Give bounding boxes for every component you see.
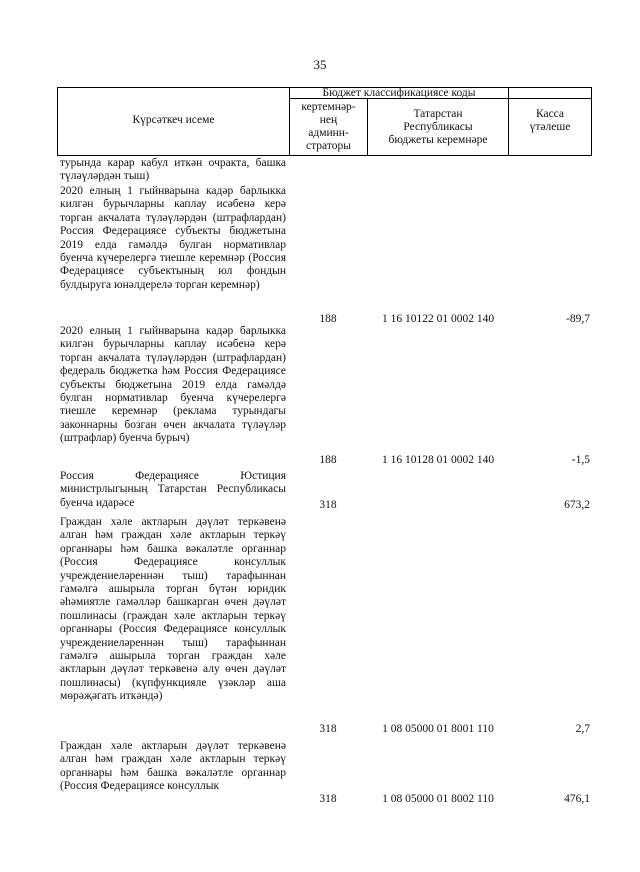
header-administrators: кертемнәр- нең админн- страторы — [301, 101, 356, 152]
table-row-admin: 188 — [319, 454, 337, 466]
header-line-bottom — [57, 155, 592, 156]
table-row-amount: 673,2 — [564, 499, 590, 511]
header-tatarstan-revenues: Татарстан Республикасы бюджеты керемнәре — [388, 108, 488, 146]
table-row-code: 1 16 10128 01 0002 140 — [381, 454, 495, 466]
table-row-admin: 318 — [319, 793, 337, 805]
table-row-amount: -89,7 — [566, 313, 590, 325]
header-border-right — [591, 87, 592, 156]
table-row-text: 2020 елның 1 гыйнварына кадәр барлыкка килгән бурычларны каплау исәбенә керә торган акчалата түләүләрдән (штрафлардан) Россия Федерациясе субъекты бюджетына 2019 елда гамәлдә булган нормативлар буенча күчерелергә тиешле керемнәр (Россия Федерациясе субъектының юл фондын булдыруга юнәлдерелә торган керемнәр) — [60, 185, 286, 291]
table-row-code: 1 08 05000 01 8002 110 — [382, 793, 494, 805]
table-row-admin: 318 — [319, 499, 337, 511]
table-row-code: 1 08 05000 01 8001 110 — [382, 723, 494, 735]
table-row-amount: -1,5 — [571, 454, 590, 466]
table-row-code: 1 16 10122 01 0002 140 — [381, 313, 495, 325]
header-indicator-name: Күрсәткеч исеме — [132, 114, 215, 126]
header-budget-code: Бюджет классификациясе коды — [322, 87, 476, 99]
table-row-text: Граждан хәле актларын дәүләт теркәвенә алган һәм граждан хәле актларын теркәү органнары һәм башка вәкаләтле органнар (Россия Федерациясе консуллык — [60, 740, 286, 793]
table-row-admin: 318 — [319, 723, 337, 735]
table-row-text: Граждан хәле актларын дәүләт теркәвенә алган һәм граждан хәле актларын теркәү органнары һәм башка вәкаләтле органнар (Россия Федерациясе консуллык учреждениеләреннән тыш) тарафыннан гамәлгә ашырыла торган бүтән юридик әһәмиятле гамәлләр башкарган өчен дәүләт пошлинасы (граждан хәле актларын теркәү органнары (Россия Федерациясе консуллык учреждениеләреннән тыш) тарафыннан гамәлгә ашырыла торган граждан хәле актларын дәүләт теркәвенә алу өчен дәүләт пошлинасы) (күпфункцияле үзәкләр аша мөрәҗәгать иткәндә) — [60, 516, 286, 703]
table-row-amount: 476,1 — [564, 793, 590, 805]
table-row-amount: 2,7 — [575, 723, 590, 735]
header-cash-execution: Касса үтәлеше — [529, 108, 571, 133]
table-row-text: 2020 елның 1 гыйнварына кадәр барлыкка килгән бурычларны каплау исәбенә керә торган акчалата түләүләрдән (штрафлардан) федераль бюджетка һәм Россия Федерациясе субъекты бюджетына 2019 елда гамәлдә булган нормативлар буенча күчерелергә тиешле керемнәр (реклама турындагы законнарны бозган өчен акчалата түләүләр (штрафлар) буенча бурыч) — [60, 325, 286, 445]
table-row-text: Россия Федерациясе Юстиция министрлыгының Татарстан Республикасы буенча идарәсе — [60, 470, 286, 509]
page-number: 35 — [313, 57, 327, 72]
table-row-admin: 188 — [319, 313, 337, 325]
table-row-text: турында карар кабул иткән очракта, башка түләүләрдән тыш) — [60, 157, 286, 183]
